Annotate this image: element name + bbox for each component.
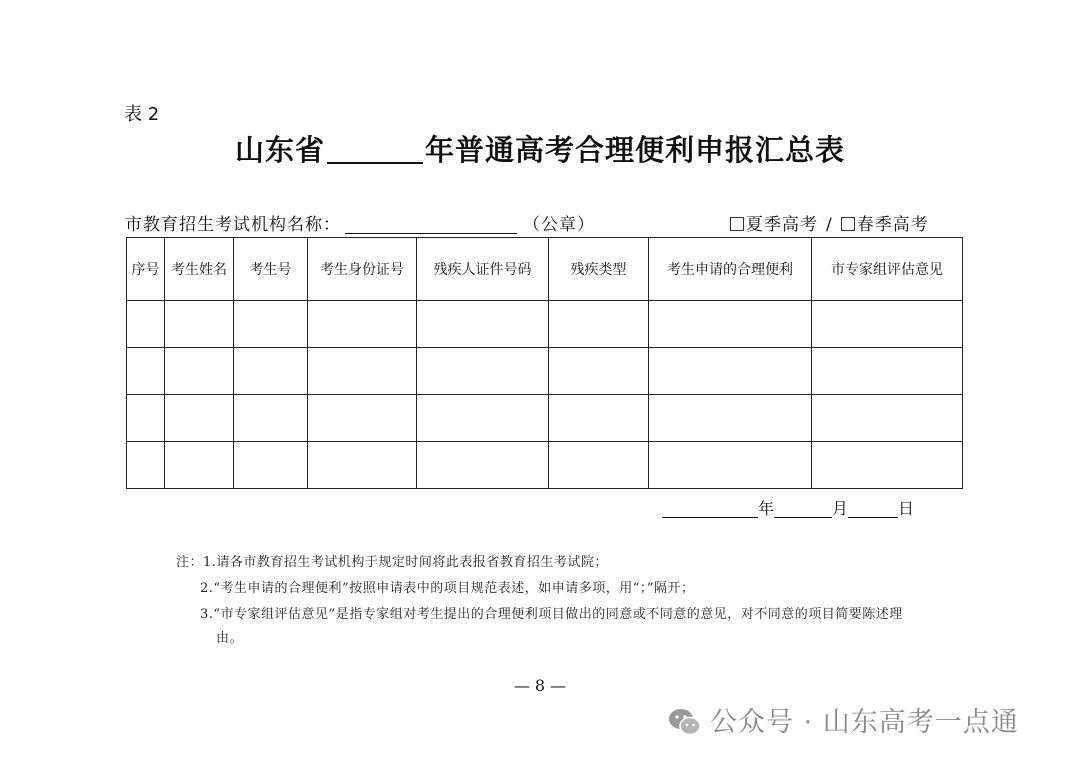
table-cell[interactable] <box>308 348 417 395</box>
table-cell[interactable] <box>234 395 308 442</box>
watermark-text: 公众号 · 山东高考一点通 <box>710 707 1019 738</box>
month-label: 月 <box>832 499 849 518</box>
org-name-blank <box>345 215 517 234</box>
summer-checkbox[interactable] <box>730 217 744 231</box>
table-cell[interactable] <box>812 442 963 489</box>
title-suffix: 年普通高考合理便利申报汇总表 <box>425 133 846 167</box>
year-blank <box>327 134 423 164</box>
table-cell[interactable] <box>417 442 549 489</box>
table-number: 表 2 <box>124 104 160 125</box>
table-cell[interactable] <box>234 442 308 489</box>
table-cell[interactable] <box>165 395 234 442</box>
org-label: 市教育招生考试机构名称： <box>125 215 341 235</box>
table-cell[interactable] <box>308 442 417 489</box>
title-prefix: 山东省 <box>234 133 325 167</box>
spring-label: 春季高考 <box>856 215 929 235</box>
table-cell[interactable] <box>234 348 308 395</box>
table-cell[interactable] <box>649 301 812 348</box>
page-number: — 8 — <box>513 676 567 695</box>
year-label: 年 <box>758 499 775 518</box>
table-row <box>127 442 963 489</box>
table-cell[interactable] <box>165 442 234 489</box>
table-cell[interactable] <box>812 348 963 395</box>
table-cell[interactable] <box>417 301 549 348</box>
table-cell[interactable] <box>649 442 812 489</box>
header-cell: 考生申请的合理便利 <box>649 238 812 301</box>
table-cell[interactable] <box>165 348 234 395</box>
table-cell[interactable] <box>549 395 649 442</box>
header-cell: 考生姓名 <box>165 238 234 301</box>
table-cell[interactable] <box>549 348 649 395</box>
month-field[interactable] <box>774 499 832 518</box>
table-row <box>127 301 963 348</box>
season-separator: / <box>826 215 833 235</box>
seal-label: （公章） <box>523 215 595 235</box>
season-line <box>730 210 929 235</box>
table-cell[interactable] <box>649 348 812 395</box>
year-field[interactable] <box>662 499 758 518</box>
table-row <box>127 348 963 395</box>
table-cell[interactable] <box>812 395 963 442</box>
wechat-icon <box>668 707 710 738</box>
header-cell: 考生身份证号 <box>308 238 417 301</box>
table-cell[interactable] <box>127 348 165 395</box>
table-cell[interactable] <box>308 395 417 442</box>
table-cell[interactable] <box>234 301 308 348</box>
table-cell[interactable] <box>417 348 549 395</box>
table-cell[interactable] <box>417 395 549 442</box>
header-cell: 考生号 <box>234 238 308 301</box>
table-cell[interactable] <box>549 442 649 489</box>
table-header-row <box>127 238 963 301</box>
note-3-continued: 由。 <box>216 631 244 646</box>
day-field[interactable] <box>848 499 898 518</box>
header-cell: 残疾人证件号码 <box>417 238 549 301</box>
summer-label: 夏季高考 <box>746 215 818 235</box>
table-cell[interactable] <box>127 395 165 442</box>
date-line <box>662 496 914 519</box>
table-cell[interactable] <box>165 301 234 348</box>
table-cell[interactable] <box>308 301 417 348</box>
org-line <box>125 210 595 235</box>
note-1: 注：1.请各市教育招生考试机构于规定时间将此表报省教育招生考试院； <box>176 555 608 570</box>
page-title <box>0 128 1080 169</box>
spring-checkbox[interactable] <box>841 217 855 231</box>
table-row <box>127 395 963 442</box>
header-cell: 残疾类型 <box>549 238 649 301</box>
header-cell: 序号 <box>127 238 165 301</box>
table-cell[interactable] <box>812 301 963 348</box>
note-3: 3.“市专家组评估意见”是指专家组对考生提出的合理便利项目做出的同意或不同意的意见，对不同意的项目简要陈述理 <box>200 607 903 622</box>
header-cell: 市专家组评估意见 <box>812 238 963 301</box>
table-cell[interactable] <box>649 395 812 442</box>
day-label: 日 <box>898 499 915 518</box>
watermark <box>668 700 1019 739</box>
table-cell[interactable] <box>549 301 649 348</box>
table-cell[interactable] <box>127 301 165 348</box>
note-2: 2.“考生申请的合理便利”按照申请表中的项目规范表述，如申请多项，用“；”隔开； <box>200 581 695 596</box>
table-cell[interactable] <box>127 442 165 489</box>
summary-table <box>126 237 963 489</box>
